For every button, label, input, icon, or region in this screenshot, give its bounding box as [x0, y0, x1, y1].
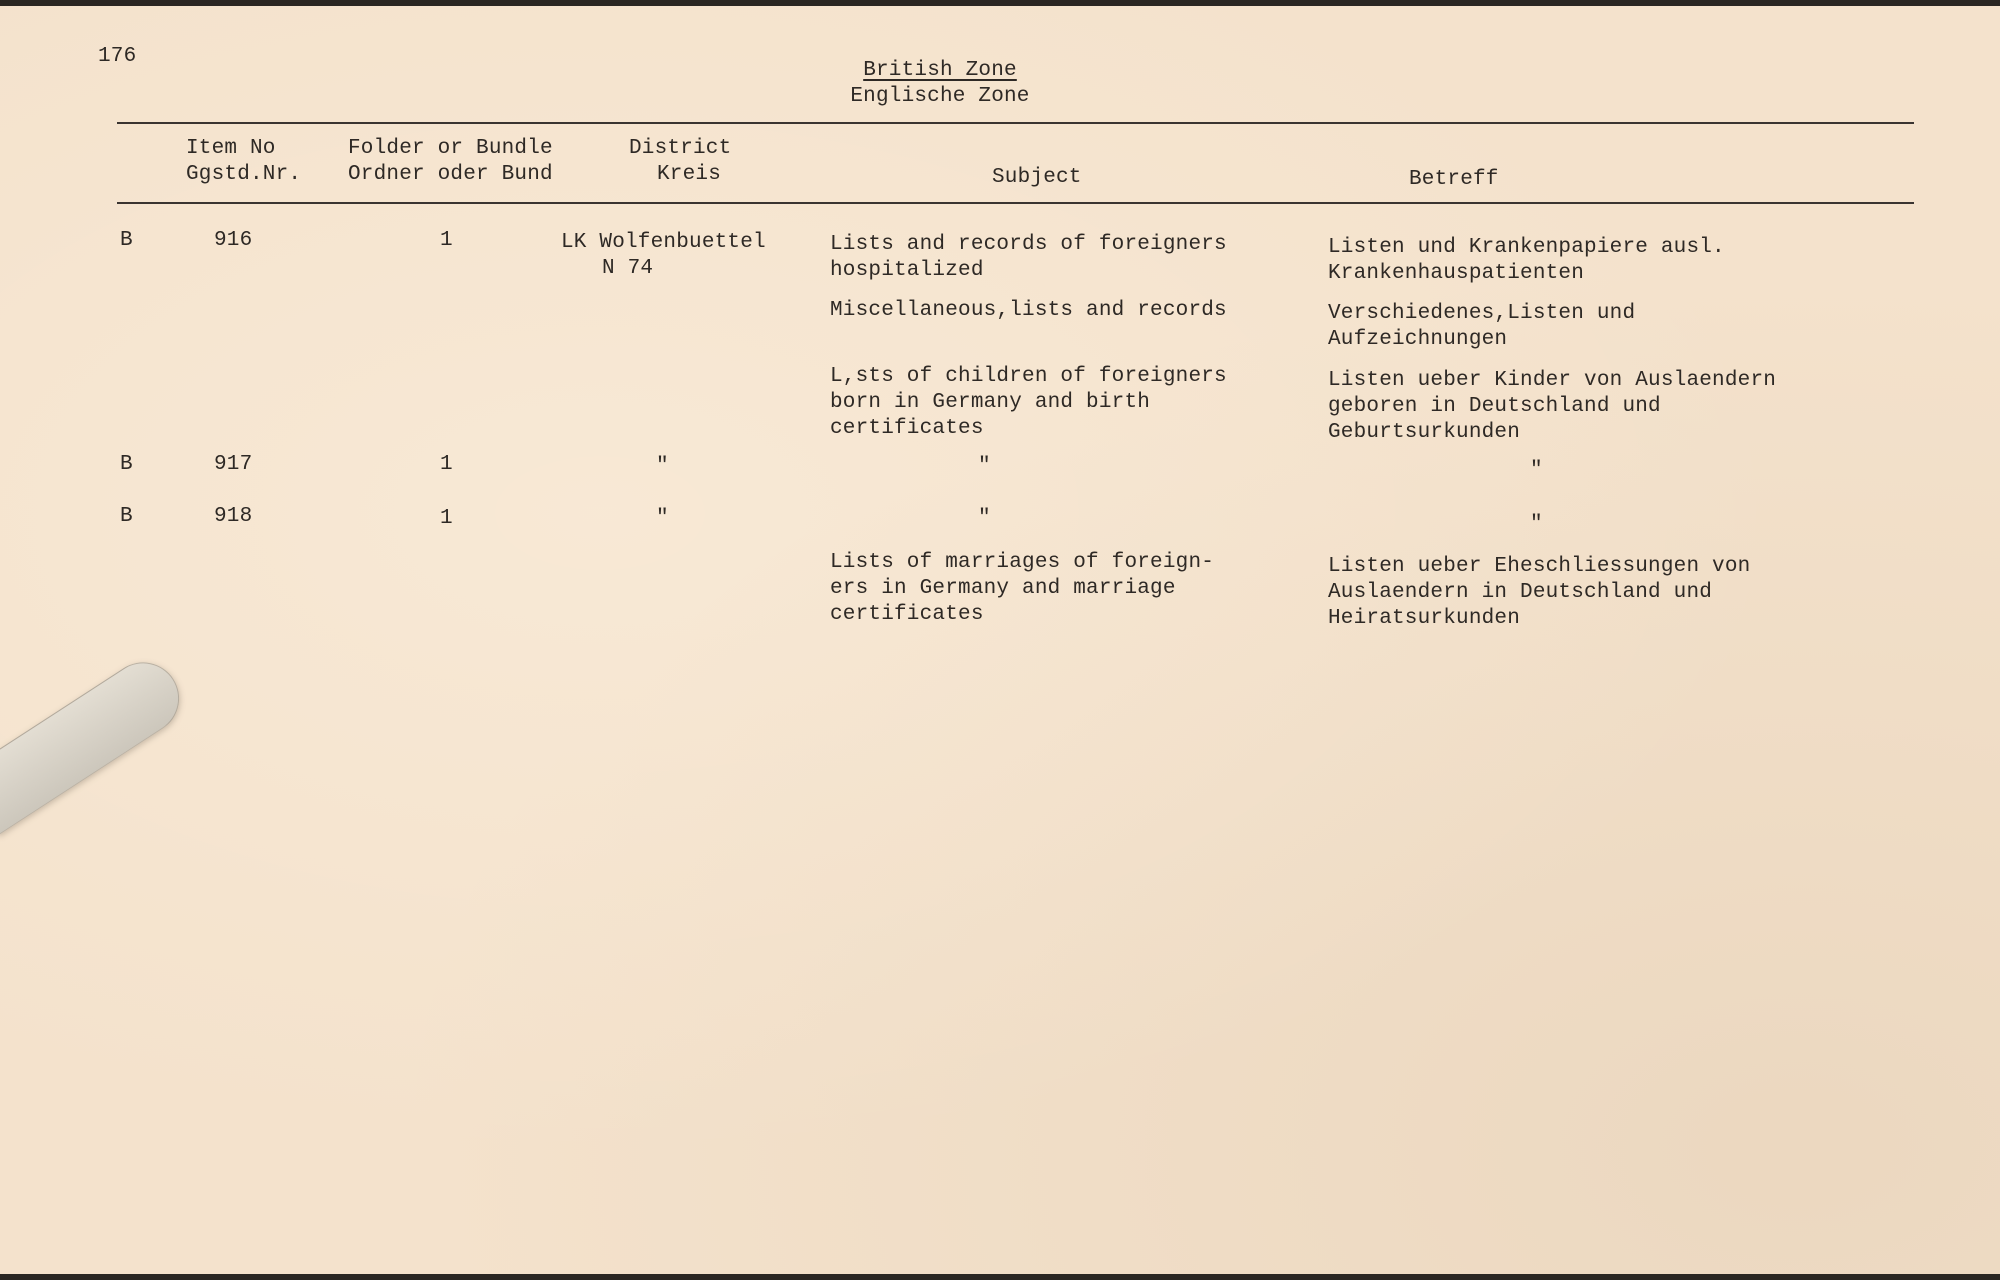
- binder-clip: [0, 649, 193, 836]
- row-918-folder: 1: [440, 507, 453, 530]
- row-916-subject-2: Miscellaneous,lists and records: [830, 299, 1227, 322]
- row-916-district-code: N 74: [602, 257, 654, 280]
- zone-title-en: British Zone: [863, 59, 1017, 82]
- row-917-folder: 1: [440, 453, 453, 476]
- header-bottom-rule: [117, 202, 1914, 204]
- row-918-betreff-extra: Listen ueber Eheschliessungen von Auslaendern in Deutschland und Heiratsurkunden: [1328, 555, 1751, 630]
- row-916-subject-3: L,sts of children of foreigners born in Germany and birth certificates: [830, 365, 1227, 440]
- row-916-subject-1: Lists and records of foreigners hospitalized: [830, 233, 1227, 282]
- row-916-betreff-3: Listen ueber Kinder von Auslaendern geboren in Deutschland und Geburtsurkunden: [1328, 369, 1777, 444]
- row-917-subject-ditto: ": [978, 455, 991, 478]
- header-item-no-en: Item No: [186, 137, 276, 160]
- row-917-betreff-ditto: ": [1530, 459, 1543, 482]
- row-916-item: 916: [214, 229, 253, 252]
- header-folder-de: Ordner oder Bund: [348, 163, 553, 186]
- row-917-prefix: B: [120, 453, 133, 476]
- header-folder-en: Folder or Bundle: [348, 137, 553, 160]
- header-top-rule: [117, 122, 1914, 124]
- row-918-item: 918: [214, 505, 253, 528]
- header-district-de: Kreis: [657, 163, 722, 186]
- row-918-betreff-ditto: ": [1530, 513, 1543, 536]
- row-916-folder: 1: [440, 229, 453, 252]
- row-918-subject-ditto: ": [978, 507, 991, 530]
- header-item-no-de: Ggstd.Nr.: [186, 163, 302, 186]
- row-916-betreff-2: Verschiedenes,Listen und Aufzeichnungen: [1328, 302, 1636, 351]
- row-917-district-ditto: ": [656, 455, 669, 478]
- header-district-en: District: [629, 137, 732, 160]
- page-number: 176: [98, 45, 137, 68]
- document-page: [0, 6, 2000, 1274]
- row-916-betreff-1: Listen und Krankenpapiere ausl. Krankenhauspatienten: [1328, 236, 1725, 285]
- header-subject: Subject: [992, 166, 1082, 189]
- zone-title-de: Englische Zone: [850, 85, 1030, 108]
- row-916-prefix: B: [120, 229, 133, 252]
- row-918-prefix: B: [120, 505, 133, 528]
- row-918-district-ditto: ": [656, 507, 669, 530]
- header-betreff: Betreff: [1409, 168, 1499, 191]
- row-918-subject-extra: Lists of marriages of foreign- ers in Germany and marriage certificates: [830, 551, 1215, 626]
- row-916-district: LK Wolfenbuettel: [561, 231, 766, 254]
- row-917-item: 917: [214, 453, 253, 476]
